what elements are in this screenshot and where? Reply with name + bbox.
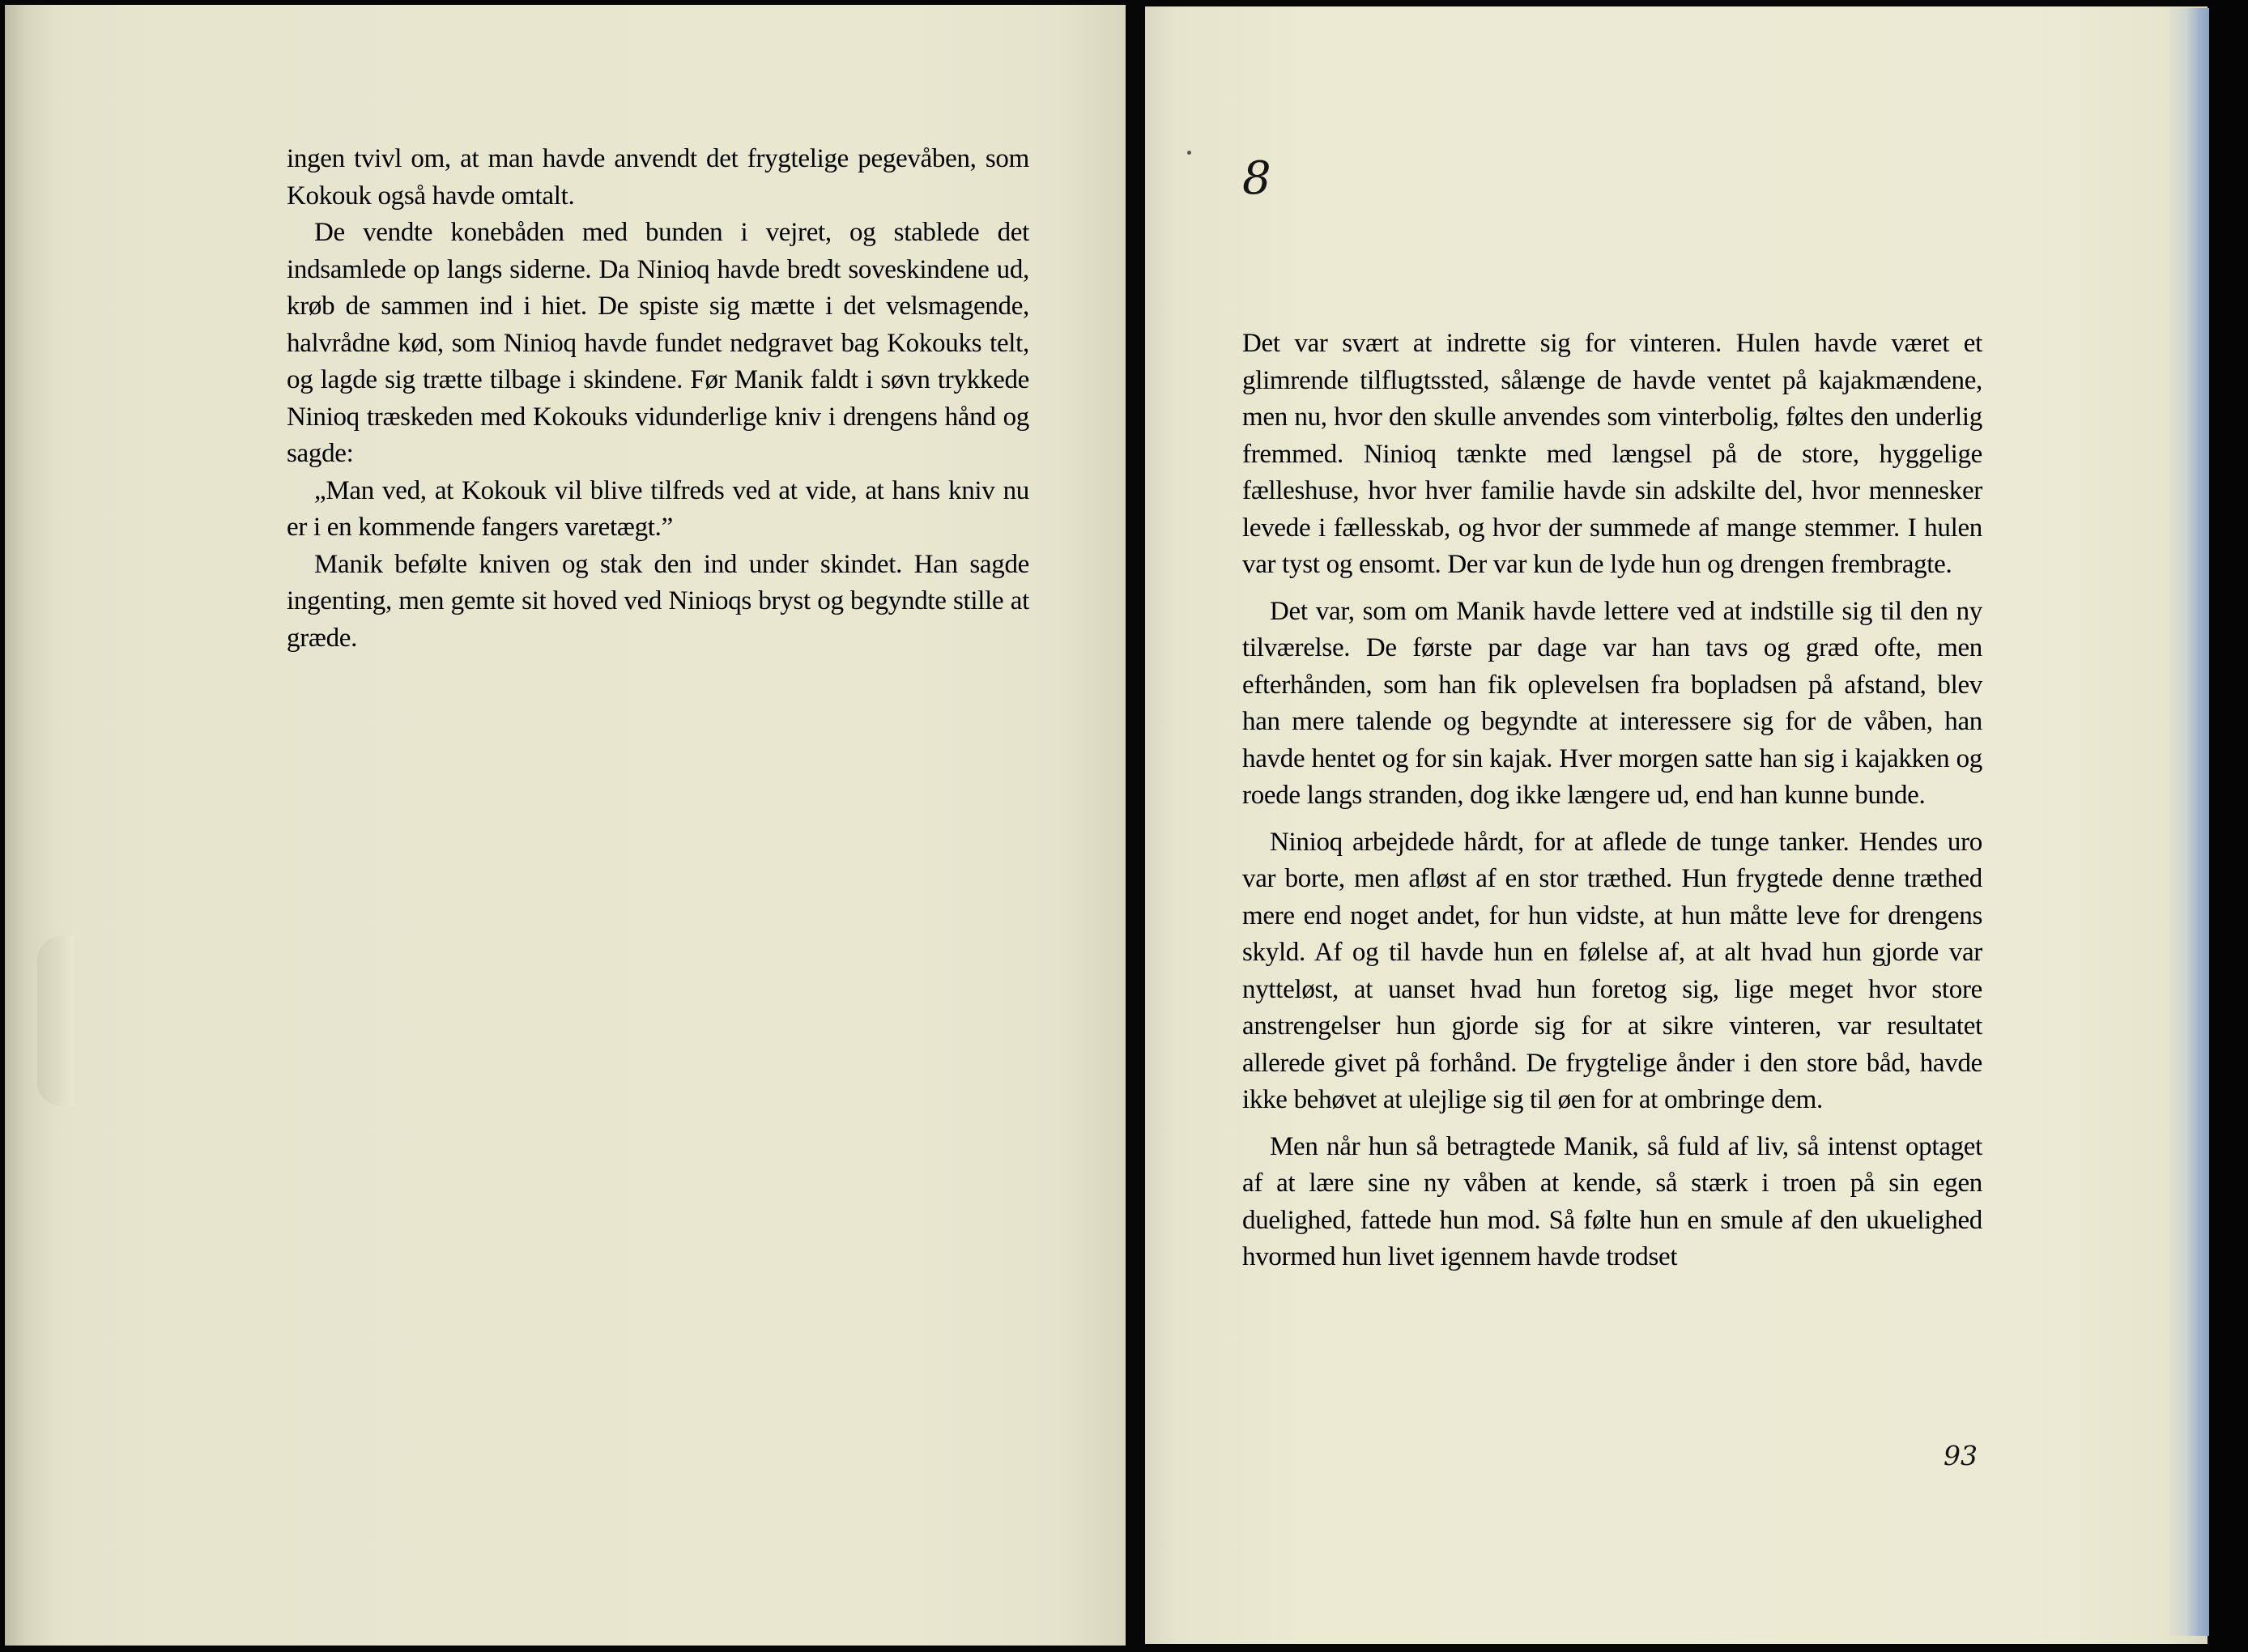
right-page-edge [2170,8,2209,1636]
right-paragraph-1: Det var svært at indrette sig for vinteren. Hulen havde været et glimrende tilflugtssted, sålænge de havde ventet på kajakmændene, men nu, hvor den skulle anvendes som vinterbolig, føltes den underlig fremmed. Ninioq tænkte med længsel på de store, hyggelige fælleshuse, hvor hver familie havde sin adskilte del, hvor mennesker levede i fællesskab, og hvor der summede af mange stemmer. I hulen var tyst og ensomt. Der var kun de lyde hun og drengen frembragte. [1242,329,1982,579]
left-paragraph-3: „Man ved, at Kokouk vil blive tilfreds ved at vide, at hans kniv nu er i en kommende fangers varetægt.” [287,475,1029,542]
right-paragraph-4: Men når hun så betragtede Manik, så fuld af liv, så intenst optaget af at lære sine ny våben at kende, så stærk i troen på sin egen duelighed, fattede hun mod. Så følte hun en smule af den ukuelighed hvormed hun livet igennem havde trodset [1242,1131,1982,1271]
left-paragraph-2: De vendte konebåden med bunden i vejret, og stablede det indsamlede op langs siderne. Da Ninioq havde bredt soveskindene ud, krøb de sammen ind i hiet. De spiste sig mætte i det velsmagende, halvrådne kød, som Ninioq havde fundet nedgravet bag Kokouks telt, og lagde sig trætte tilbage i skindene. Før Manik faldt i søvn trykkede Ninioq træskeden med Kokouks vidunderlige kniv i drengens hånd og sagde: [287,218,1029,468]
left-page-notch [37,936,75,1106]
right-page-text [1242,326,1982,1276]
left-paragraph-4: Manik befølte kniven og stak den ind under skindet. Han sagde ingenting, men gemte sit hoved ved Ninioqs bryst og begyndte stille at græde. [287,549,1029,653]
left-paragraph-1: ingen tvivl om, at man havde anvendt det frygtelige pegevåben, som Kokouk også havde omtalt. [287,144,1029,211]
right-background [2209,0,2248,1652]
page-speck [1187,151,1191,155]
left-page-text [287,141,1029,657]
right-paragraph-2: Det var, som om Manik havde lettere ved at indstille sig til den ny tilværelse. De første par dage var han tavs og græd ofte, men efterhånden, som han fik oplevelsen fra bopladsen på afstand, blev han mere talende og begyndte at interessere sig for de våben, han havde hentet og for sin kajak. Hver morgen satte han sig i kajakken og roede langs stranden, dog ikke længere ud, end han kunne bunde. [1242,596,1982,810]
right-paragraph-3: Ninioq arbejdede hårdt, for at aflede de tunge tanker. Hendes uro var borte, men afløst af en stor træthed. Hun frygtede denne træthed mere end noget andet, for hun vidste, at hun måtte leve for drengens skyld. Af og til havde hun en følelse af, at alt hvad hun gjorde var nytteløst, at uanset hvad hun foretog sig, lige meget hvor store anstrengelser hun gjorde sig for at sikre vinteren, var resultatet allerede givet på forhånd. De frygtelige ånder i den store båd, havde ikke behøvet at ulejlige sig til øen for at ombringe dem. [1242,827,1982,1114]
chapter-number: 8 [1242,152,1271,205]
left-page-edge [5,5,53,1646]
page-number: 93 [1944,1440,1978,1471]
